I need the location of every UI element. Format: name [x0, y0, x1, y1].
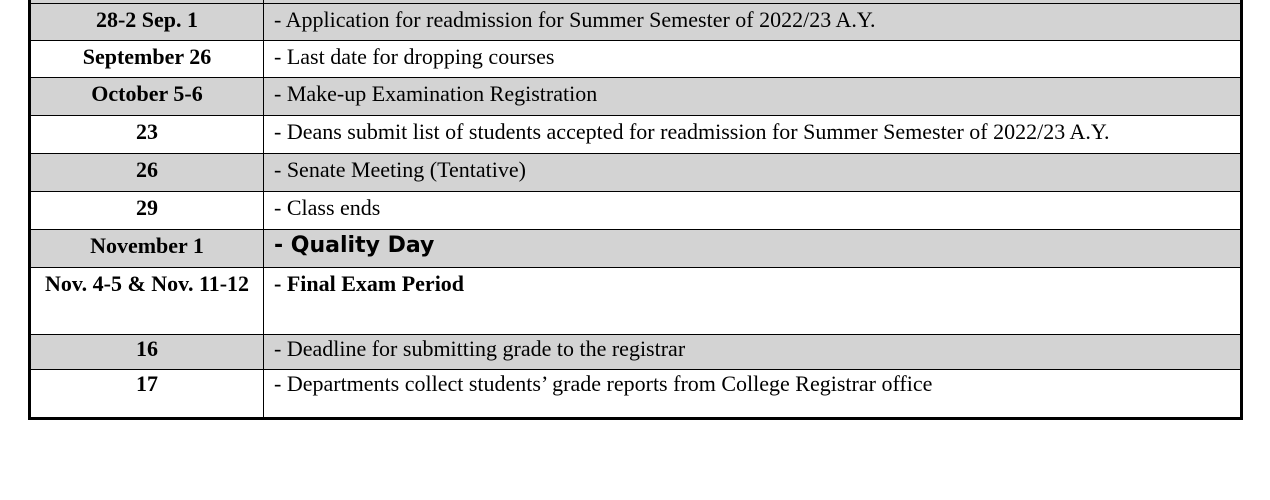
date-cell: 29: [30, 192, 264, 230]
table-row: [30, 335, 1242, 370]
table-row: [30, 154, 1242, 192]
table-row: [30, 268, 1242, 335]
table-row: [30, 78, 1242, 116]
date-cell: Nov. 4-5 & Nov. 11-12: [30, 268, 264, 335]
date-cell: 16: [30, 335, 264, 370]
date-cell: 26: [30, 154, 264, 192]
date-cell: November 1: [30, 230, 264, 268]
event-cell: - Departments collect students’ grade reports from College Registrar office: [264, 370, 1242, 419]
event-cell: - Application for readmission for Summer Semester of 2022/23 A.Y.: [264, 4, 1242, 41]
event-cell: - Final Exam Period: [264, 268, 1242, 335]
table-row: [30, 4, 1242, 41]
event-cell: - Deadline for submitting grade to the registrar: [264, 335, 1242, 370]
table-row: [30, 370, 1242, 419]
event-cell: - Quality Day: [264, 230, 1242, 268]
table-row: [30, 41, 1242, 78]
date-cell: October 5-6: [30, 78, 264, 116]
date-cell: 28-2 Sep. 1: [30, 4, 264, 41]
event-cell: - Senate Meeting (Tentative): [264, 154, 1242, 192]
event-cell: - Deans submit list of students accepted for readmission for Summer Semester of 2022/23 A.Y.: [264, 116, 1242, 154]
event-cell: - Make-up Examination Registration: [264, 78, 1242, 116]
date-cell: 23: [30, 116, 264, 154]
table-row: [30, 192, 1242, 230]
table-row: [30, 230, 1242, 268]
event-cell: - Class ends: [264, 192, 1242, 230]
event-cell: - Last date for dropping courses: [264, 41, 1242, 78]
table-row: [30, 116, 1242, 154]
date-cell: September 26: [30, 41, 264, 78]
academic-calendar-table: [28, 0, 1243, 420]
date-cell: 17: [30, 370, 264, 419]
